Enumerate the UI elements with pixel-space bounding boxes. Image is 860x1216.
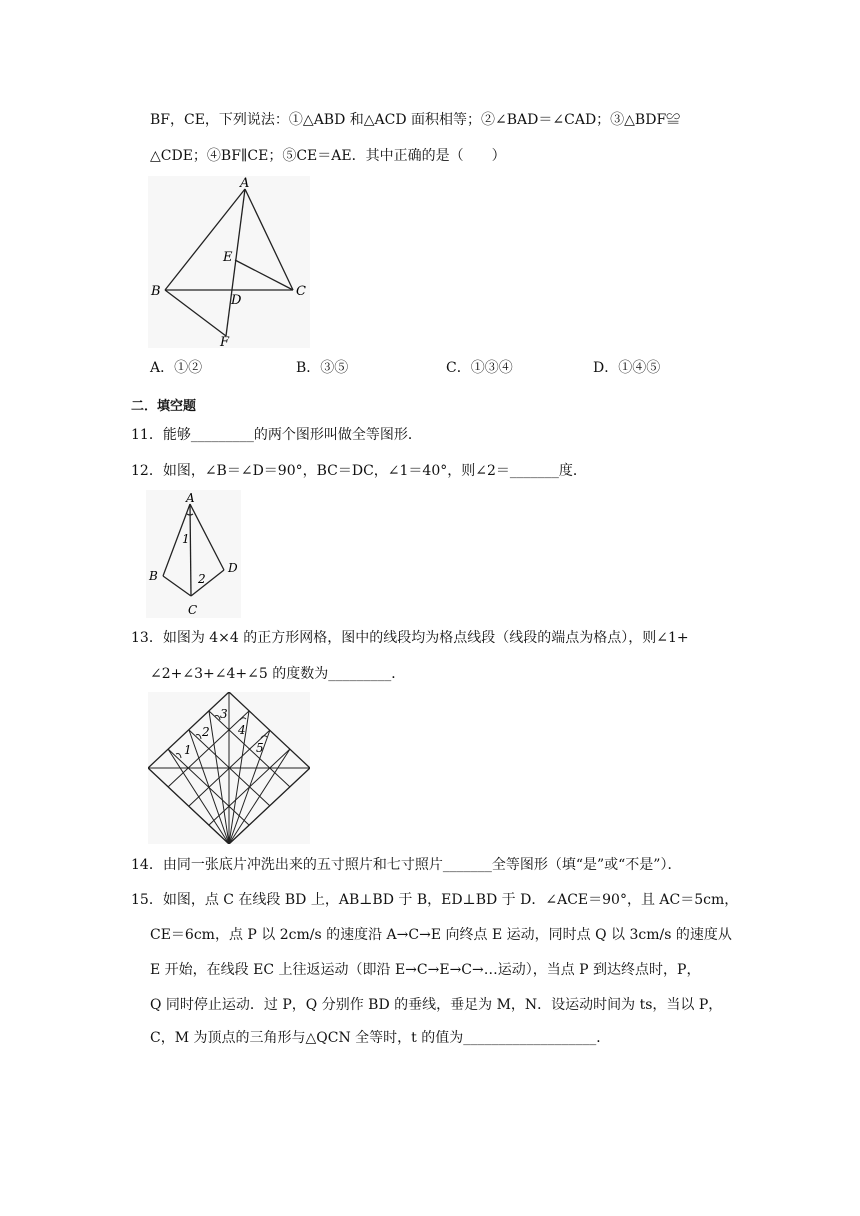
ray-2 xyxy=(189,730,229,844)
option-letter: A． xyxy=(150,360,175,376)
option-letter: D． xyxy=(593,360,619,376)
q11-text: 11．能够_________的两个图形叫做全等图形． xyxy=(131,427,422,443)
q15-line-1: 15．如图，点 C 在线段 BD 上，AB⊥BD 于 B，ED⊥BD 于 D．∠ACE＝90°，且 AC＝5cm， xyxy=(131,892,739,908)
ray-3 xyxy=(209,711,229,844)
q10-line-1: BF，CE，下列说法：①△ABD 和△ACD 面积相等；②∠BAD＝∠CAD；③△BDF≌ xyxy=(150,112,681,128)
q13-grid-diagram xyxy=(148,692,310,844)
label-d: D xyxy=(228,561,238,575)
segment-ac xyxy=(190,504,191,596)
segment-ac xyxy=(245,189,293,290)
q10-option-d xyxy=(593,358,660,378)
segment-ec xyxy=(235,260,293,290)
label-angle-1: 1 xyxy=(182,532,190,546)
option-text: ①③④ xyxy=(470,360,513,376)
label-angle-3: 3 xyxy=(220,707,228,721)
q10-triangle-diagram xyxy=(148,176,310,348)
segment-ad xyxy=(190,504,224,570)
option-text: ①④⑤ xyxy=(618,360,661,376)
label-d: D xyxy=(231,293,242,308)
segment-dc xyxy=(191,570,224,596)
section-title-fill-in: 二．填空题 xyxy=(131,399,197,414)
angle-arc-5 xyxy=(261,736,267,738)
ray-1 xyxy=(168,749,229,844)
label-b: B xyxy=(149,569,158,583)
label-c: C xyxy=(188,603,198,617)
q12-text: 12．如图，∠B＝∠D＝90°，BC＝DC，∠1＝40°，则∠2＝_______度． xyxy=(131,463,587,479)
label-f: F xyxy=(220,335,230,348)
segment-bf xyxy=(165,290,226,336)
label-c: C xyxy=(296,284,306,299)
q15-line-4: Q 同时停止运动．过 P，Q 分别作 BD 的垂线，垂足为 M，N．设运动时间为 ts，当以 P， xyxy=(150,997,723,1013)
q13-line-1: 13．如图为 4×4 的正方形网格，图中的线段均为格点线段（线段的端点为格点），则∠1+ xyxy=(131,630,689,646)
q15-line-2: CE＝6cm，点 P 以 2cm/s 的速度沿 A→C→E 向终点 E 运动，同时点 Q 以 3cm/s 的速度从 xyxy=(150,927,732,943)
q12-kite-diagram xyxy=(146,490,241,618)
option-letter: B． xyxy=(296,360,321,376)
ray-5 xyxy=(229,730,270,844)
label-angle-4: 4 xyxy=(238,723,246,737)
q10-option-a xyxy=(150,358,202,378)
q10-figure xyxy=(148,176,310,348)
label-a: A xyxy=(186,491,195,505)
option-letter: C． xyxy=(446,360,471,376)
label-b: B xyxy=(151,284,161,299)
label-angle-2: 2 xyxy=(202,725,210,739)
q15-line-3: E 开始，在线段 EC 上往返运动（即沿 E→C→E→C→…运动），当点 P 到达终点时，P， xyxy=(150,962,701,978)
segment-ab xyxy=(165,189,245,290)
segment-bc xyxy=(163,576,191,596)
label-angle-5: 5 xyxy=(256,741,264,755)
grid-line xyxy=(168,711,249,787)
option-text: ③⑤ xyxy=(320,360,349,376)
q10-option-c xyxy=(446,358,513,378)
q15-line-5: C，M 为顶点的三角形与△QCN 全等时，t 的值为___________________． xyxy=(150,1030,611,1046)
q13-figure xyxy=(148,692,310,844)
label-angle-2: 2 xyxy=(198,572,206,586)
label-a: A xyxy=(240,176,250,191)
option-text: ①② xyxy=(174,360,203,376)
q14-text: 14．由同一张底片冲洗出来的五寸照片和七寸照片_______全等图形（填“是”或“不是”）． xyxy=(131,857,682,873)
label-e: E xyxy=(223,250,233,265)
q13-line-2: ∠2+∠3+∠4+∠5 的度数为_________． xyxy=(150,666,406,682)
ray-6 xyxy=(229,749,290,844)
q10-line-2: △CDE；④BF∥CE；⑤CE＝AE．其中正确的是（ ） xyxy=(150,148,506,164)
q10-option-b xyxy=(296,358,348,378)
q12-figure xyxy=(146,490,241,618)
label-angle-1: 1 xyxy=(184,743,192,757)
